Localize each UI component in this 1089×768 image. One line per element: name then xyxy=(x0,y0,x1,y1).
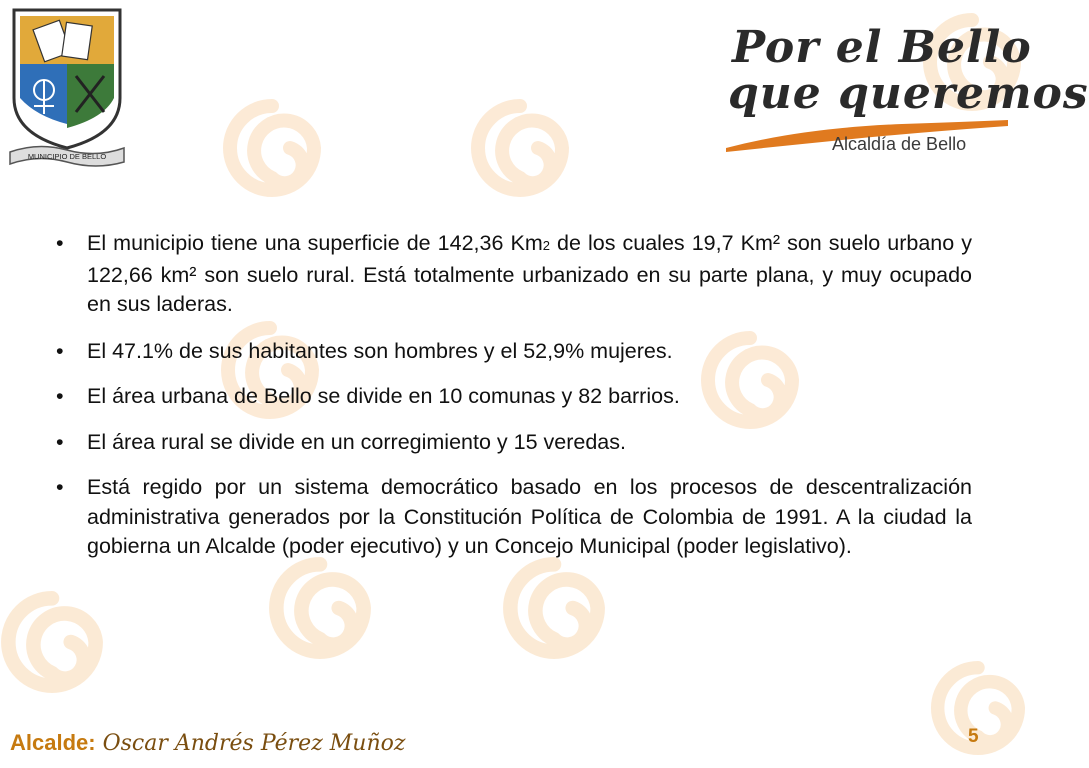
bullet-text: Está regido por un sistema democrático basado en los procesos de descentralización administrativa generados por la Constitución Política de Colombia de 1991. A la ciudad la gobierna un Alcalde (poder ejecutivo) y un Concejo Municipal (poder legislativo). xyxy=(87,475,972,558)
crest-banner-text: MUNICIPIO DE BELLO xyxy=(27,152,107,161)
list-item xyxy=(56,382,972,412)
bullet-icon: • xyxy=(56,231,64,255)
bullet-text: El área urbana de Bello se divide en 10 comunas y 82 barrios. xyxy=(87,384,680,408)
bullet-text: El municipio tiene una superficie de 142,36 Km xyxy=(87,231,543,255)
bullet-text: El área rural se divide en un corregimiento y 15 veredas. xyxy=(87,429,626,454)
list-item xyxy=(56,229,972,320)
campaign-logo xyxy=(722,22,1089,162)
page-number: 5 xyxy=(968,726,979,747)
bullet-text: de los cuales 19,7 Km² son suelo urbano y 122,66 km² son suelo rural. Está totalmente urbanizado en su parte plana, y muy ocupado en sus laderas. xyxy=(87,231,972,316)
bullet-text: El 47.1% de sus habitantes son hombres y el 52,9% mujeres. xyxy=(87,338,673,363)
bullet-icon: • xyxy=(56,338,64,363)
list-item xyxy=(56,428,972,458)
mayor-name: Oscar Andrés Pérez Muñoz xyxy=(102,731,406,756)
spiral-watermark-icon xyxy=(0,590,104,694)
logo-subtitle: Alcaldía de Bello xyxy=(832,134,967,154)
slide-content xyxy=(56,229,972,579)
logo-line-1: Por el Bello xyxy=(732,22,1032,73)
coat-of-arms-icon xyxy=(8,6,126,168)
footer-label: Alcalde: xyxy=(10,730,96,755)
bullet-icon: • xyxy=(56,384,64,408)
logo-line-2: que queremos xyxy=(728,68,1089,119)
spiral-watermark-icon xyxy=(470,98,570,198)
list-item xyxy=(56,337,972,367)
municipal-crest xyxy=(8,6,126,168)
bullet-superscript: 2 xyxy=(542,238,550,253)
bullet-icon: • xyxy=(56,475,64,499)
spiral-watermark-icon xyxy=(222,98,322,198)
bullet-icon: • xyxy=(56,429,64,454)
list-item xyxy=(56,473,972,562)
footer-mayor xyxy=(10,730,405,756)
